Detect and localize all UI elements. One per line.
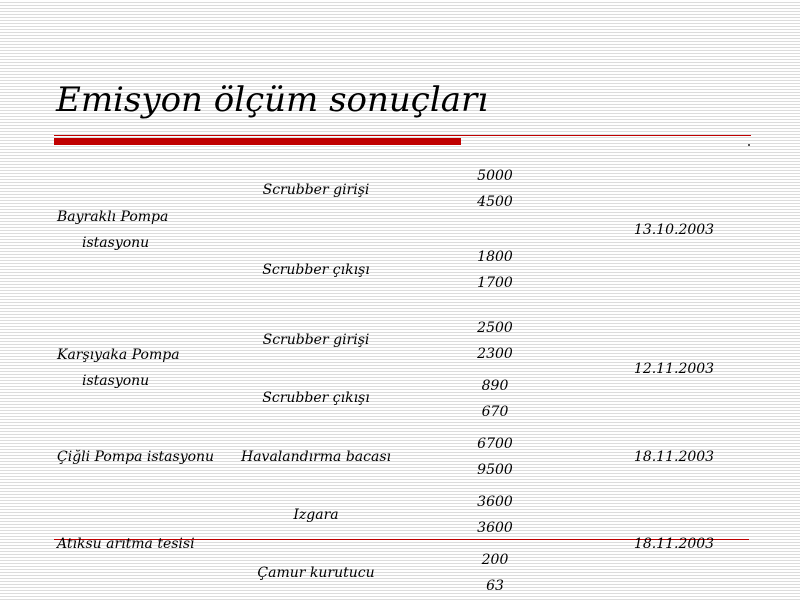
measurement-point: Scrubber çıkışı bbox=[262, 390, 370, 406]
measurement-point: Izgara bbox=[293, 507, 339, 523]
measurement-point: Scrubber girişi bbox=[262, 332, 370, 348]
emission-value: 3600 bbox=[477, 520, 513, 536]
title-rule-thin bbox=[54, 135, 751, 136]
location-label: istasyonu bbox=[82, 235, 150, 251]
emission-value: 1700 bbox=[477, 275, 513, 291]
measurement-point: Scrubber çıkışı bbox=[262, 262, 370, 278]
emission-value: 5000 bbox=[477, 168, 513, 184]
location-label: Bayraklı Pompa bbox=[57, 209, 169, 225]
location-label: Çiğli Pompa istasyonu bbox=[57, 449, 215, 465]
measurement-date: 18.11.2003 bbox=[633, 536, 715, 552]
emission-value: 1800 bbox=[477, 249, 513, 265]
title-rule-dot bbox=[748, 144, 750, 146]
location-label: Atıksu arıtma tesisi bbox=[57, 536, 195, 552]
location-label: istasyonu bbox=[82, 373, 150, 389]
title-rule-thick bbox=[54, 138, 461, 145]
emission-value: 63 bbox=[486, 578, 504, 594]
measurement-date: 12.11.2003 bbox=[633, 361, 715, 377]
emission-value: 890 bbox=[481, 378, 509, 394]
emission-value: 4500 bbox=[477, 194, 513, 210]
location-label: Karşıyaka Pompa bbox=[57, 347, 180, 363]
emission-value: 200 bbox=[481, 552, 509, 568]
emission-value: 670 bbox=[481, 404, 509, 420]
measurement-point: Scrubber girişi bbox=[262, 182, 370, 198]
emission-value: 9500 bbox=[477, 462, 513, 478]
emission-value: 2300 bbox=[477, 346, 513, 362]
emission-value: 3600 bbox=[477, 494, 513, 510]
emission-value: 2500 bbox=[477, 320, 513, 336]
measurement-point: Çamur kurutucu bbox=[257, 565, 375, 581]
emission-value: 6700 bbox=[477, 436, 513, 452]
measurement-date: 18.11.2003 bbox=[633, 449, 715, 465]
slide-title: Emisyon ölçüm sonuçları bbox=[56, 80, 489, 120]
measurement-point: Havalandırma bacası bbox=[240, 449, 392, 465]
measurement-date: 13.10.2003 bbox=[633, 222, 715, 238]
